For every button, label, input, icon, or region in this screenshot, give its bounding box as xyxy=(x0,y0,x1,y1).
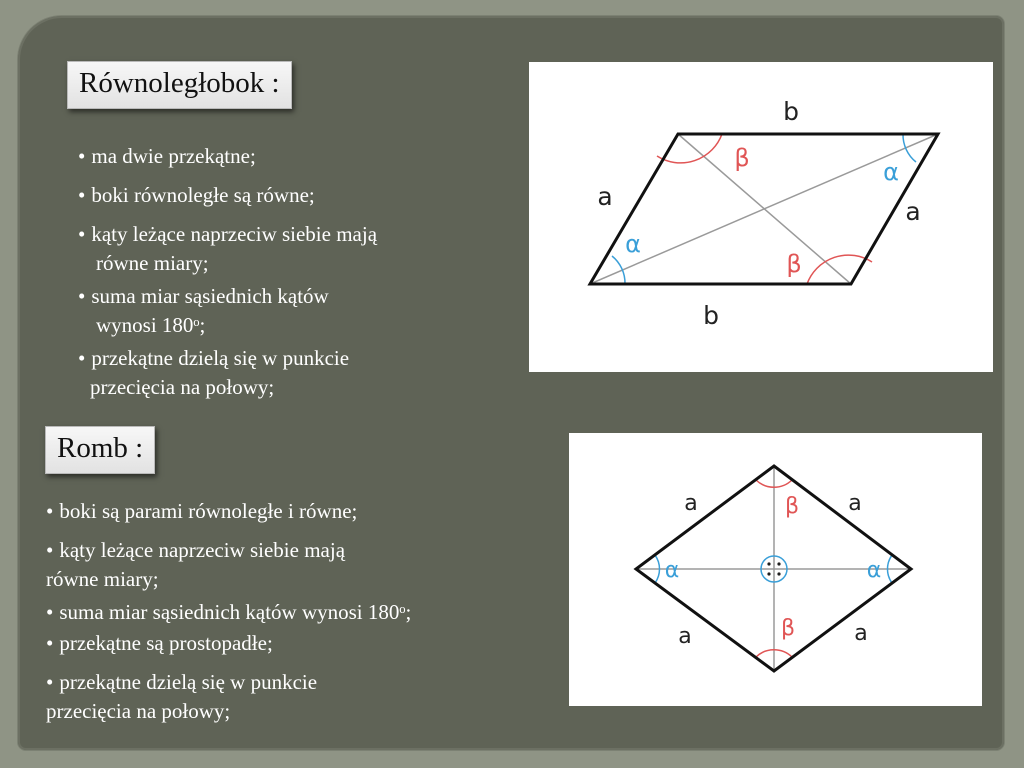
angle-label-beta: β xyxy=(734,144,750,172)
angle-arc-beta xyxy=(807,255,872,284)
list-item: • suma miar sąsiednich kątów wynosi 180ᵒ; xyxy=(46,600,412,624)
parallelogram-properties-list xyxy=(78,142,518,402)
list-item: • boki są parami równoległe i równe; xyxy=(46,499,358,523)
right-angle-dot xyxy=(767,562,770,565)
list-item: • ma dwie przekątne; xyxy=(78,144,256,168)
side-label-top: b xyxy=(783,97,799,126)
right-angle-dot xyxy=(777,562,780,565)
angle-label-alpha: α xyxy=(866,558,882,583)
angle-label-beta: β xyxy=(780,616,796,641)
side-label: a xyxy=(848,491,862,516)
list-item: • przekątne dzielą się w punkcie przecięcia na połowy; xyxy=(46,670,318,723)
side-label: a xyxy=(854,621,868,646)
angle-label-alpha: α xyxy=(664,558,680,583)
side-label: a xyxy=(684,491,698,516)
angle-arc-beta xyxy=(657,134,722,163)
list-item: • kąty leżące naprzeciw siebie mają równe miary; xyxy=(78,222,378,275)
parallelogram-title: Równoległobok : xyxy=(67,61,292,109)
side-label: a xyxy=(678,624,692,649)
angle-label-beta: β xyxy=(786,250,802,278)
side-label-bottom: b xyxy=(703,301,719,330)
list-item: • przekątne dzielą się w punkcie przecięcia na połowy; xyxy=(78,346,350,399)
rhombus-properties-list xyxy=(46,497,566,726)
angle-label-alpha: α xyxy=(883,158,899,186)
slide xyxy=(18,16,1004,750)
list-item: • suma miar sąsiednich kątów wynosi 180ᵒ; xyxy=(78,284,329,337)
right-angle-dot xyxy=(767,572,770,575)
angle-label-beta: β xyxy=(784,494,800,519)
angle-arc-alpha xyxy=(612,256,625,284)
angle-arc-alpha xyxy=(903,134,916,162)
list-item: • przekątne są prostopadłe; xyxy=(46,631,273,655)
list-item: • kąty leżące naprzeciw siebie mają równe miary; xyxy=(46,538,346,591)
list-item: • boki równoległe są równe; xyxy=(78,183,315,207)
parallelogram-figure xyxy=(529,62,993,372)
side-label-right: a xyxy=(905,197,921,226)
side-label-left: a xyxy=(597,182,613,211)
right-angle-dot xyxy=(777,572,780,575)
angle-label-alpha: α xyxy=(625,230,641,258)
rhombus-title: Romb : xyxy=(45,426,155,474)
rhombus-figure xyxy=(569,433,982,706)
